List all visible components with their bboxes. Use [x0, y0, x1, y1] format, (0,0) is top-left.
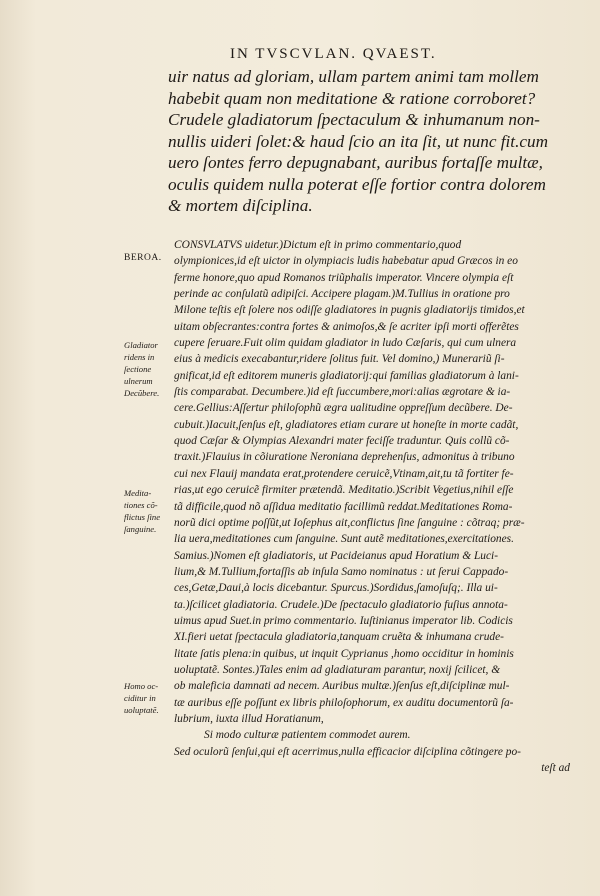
main-text-line: oculis quidem nulla poterat eſſe fortior contra dolorem	[168, 174, 546, 194]
commentary-line: perinde ac conſulatũ adipiſci. Accipere plagam.)M.Tullius in oratione pro	[174, 288, 510, 301]
margin-note-line: Gladiator	[124, 340, 158, 350]
commentary-line: XI.fieri uetat ſpectacula gladiatoria,tanquam cruẽta & inhumana crude-	[174, 631, 504, 644]
margin-note-line: uoluptatẽ.	[124, 705, 159, 715]
commentary-line: litate ſatis plena:in quibus, ut inquit Cyprianus ,homo occiditur in hominis	[174, 647, 514, 660]
commentary-line: teſt ad	[541, 762, 570, 774]
commentary-line: cupere ſeruare.Fuit olim quidam gladiator in ludo Cæſaris, qui cum ulnera	[174, 337, 517, 350]
commentary-line: tæ auribus eſſe poſſunt ex libris philoſophorum, ex auditu documentorũ ſa-	[174, 696, 514, 709]
running-header: IN TVSCVLAN. QVAEST.	[230, 46, 437, 62]
margin-note	[124, 487, 160, 535]
commentary-block	[174, 237, 570, 776]
commentary-line: lium,& M.Tullium,fortaſſis ab inſula Samo nominatus : ut ſerui Cappado-	[174, 565, 509, 578]
commentary-line: Si modo culturæ patientem commodet aurem.	[204, 729, 411, 742]
commentary-line: gnificat,id eſt editorem muneris gladiatorij:qui familias gladiatorum à lani-	[174, 369, 519, 382]
main-text-line: uir natus ad gloriam, ullam partem animi tam mollem	[168, 67, 539, 86]
commentary-line: cubuit.)Iacuit,ſenſus eſt, gladiatores etiam curare ut honeſte in morte cadãt,	[174, 418, 519, 431]
commentary-line: cui nex Flauij mandata erat,protendere ceruicẽ,Vtinam,ait,tu tã fortiter fe-	[174, 467, 514, 480]
commentary-line: lia uera,meditationes cum ſanguine. Sunt autẽ meditationes,exercitationes.	[174, 533, 514, 546]
main-text-line: nullis uideri ſolet:& haud ſcio an ita ſit, ut nunc fit.cum	[168, 131, 549, 151]
margin-note-line: Homo oc-	[124, 681, 159, 691]
margin-note-line: BEROA.	[124, 253, 162, 263]
commentary-line: Sed oculorũ ſenſui,qui eſt acerrimus,nulla efficacior diſciplina cõtingere po-	[174, 745, 521, 758]
commentary-line: lubrium, iuxta illud Horatianum,	[174, 712, 324, 725]
main-text-line: habebit quam non meditatione & ratione corroboret?	[168, 88, 536, 108]
commentary-line: eius à medicis execabantur,ridere ſolitus fuit. Vel domino,) Munerariũ ſi-	[174, 353, 505, 366]
commentary-line: ces,Getæ,Daui,à locis dicebantur. Spurcus.)Sordidus,ſamoſuſq;. Illa ui-	[174, 582, 498, 595]
commentary-line: uitam obſecrantes:contra fortes & animoſos,& ſe acriter ipſi morti offerẽtes	[174, 320, 519, 333]
commentary-line: rias,ut ego ceruicẽ firmiter prætendã. Meditatio.)Scribit Vegetius,nihil eſſe	[174, 484, 514, 497]
margin-note-line: Decũbere.	[124, 388, 160, 398]
commentary-line: tã difficile,quod nõ aſſidua meditatio facillimũ reddat.Meditationes Roma-	[174, 500, 513, 513]
margin-note	[124, 339, 159, 399]
margin-note-line: ridens in	[124, 352, 155, 362]
commentary-line: CONSVLATVS uidetur.)Dictum eſt in primo commentario,quod	[174, 239, 462, 251]
commentary-line: norũ dici optime poſſũt,ut Ioſephus ait,conflictus ſine ſanguine : cõtraq; præ-	[174, 516, 525, 529]
main-text-line: & mortem diſciplina.	[168, 196, 313, 215]
margin-note-line: tiones cõ-	[124, 500, 158, 510]
margin-note-line: Medita-	[124, 488, 152, 498]
margin-note	[124, 252, 162, 264]
margin-note-line: ſectione	[124, 364, 152, 374]
main-text-line: uero ſontes ferro depugnabant, auribus fortaſſe multæ,	[168, 153, 543, 172]
margin-note-line: ulnerum	[124, 376, 153, 386]
margin-note-line: ſanguine.	[124, 524, 157, 534]
margin-note-line: flictus ſine	[124, 512, 161, 522]
commentary-line: ferme honore,quo apud Romanos triũphalis imperator. Vincere olympia eſt	[174, 271, 514, 284]
commentary-line: uimus apud Suet.in primo commentario. Iuſtinianus imperator lib. Codicis	[174, 614, 513, 627]
main-text-block	[168, 66, 568, 217]
commentary-line: ta.)ſcilicet gladiatoria. Crudele.)De ſpectaculo gladiatorio fuſius annota-	[174, 598, 508, 611]
commentary-line: cere.Gellius:Aſſertur philoſophũ ægra ualitudine oppreſſum decũbere. De-	[174, 402, 513, 415]
commentary-line: ſtis comparabat. Decumbere.)id eſt ſuccumbere,mori:alias ægrotare & ia-	[174, 386, 511, 399]
commentary-line: quod Cæſar & Olympias Alexandri mater feciſſe traduntur. Quis collũ cõ-	[174, 435, 510, 448]
commentary-line: traxit.)Flauius in cõiuratione Neroniana deprehenſus, admonitus à tribuno	[174, 451, 515, 464]
commentary-line: uoluptatẽ. Sontes.)Tales enim ad gladiaturam parantur, noxij ſcilicet, &	[174, 663, 501, 676]
commentary-line: Milone teſtis eſt ſolere nos odiſſe gladiatores in pugnis gladiatorijs timidos,et	[174, 304, 525, 317]
margin-note	[124, 680, 159, 716]
margin-note-line: ciditur in	[124, 693, 156, 703]
commentary-line: olympionices,id eſt uictor in olympiacis ludis habebatur apud Græcos in eo	[174, 255, 518, 268]
commentary-line: ob maleficia damnati ad necem. Auribus multæ.)ſenſus eſt,diſciplinæ mul-	[174, 680, 510, 693]
commentary-line: Samius.)Nomen eſt gladiatoris, ut Pacideianus apud Horatium & Luci-	[174, 549, 498, 562]
main-text-line: Crudele gladiatorum ſpectaculum & inhumanum non-	[168, 110, 540, 129]
